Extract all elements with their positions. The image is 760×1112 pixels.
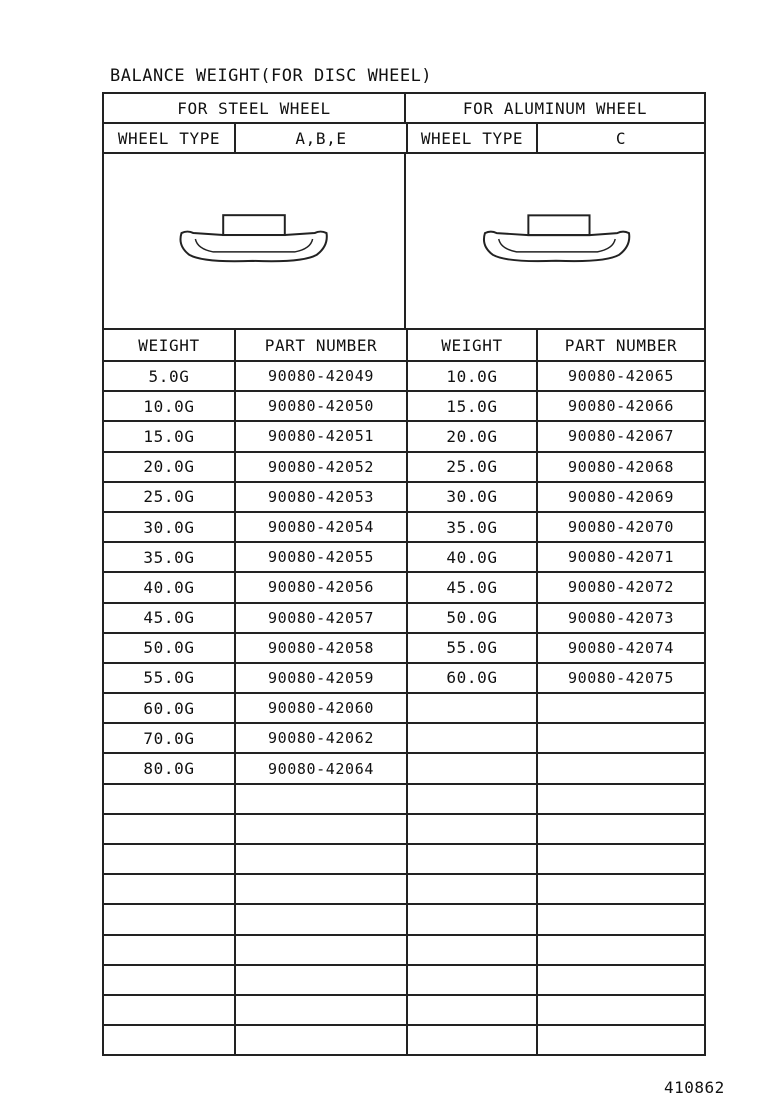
steel-weight-cell: 50.0G [143,638,195,658]
steel-part-number-cell: 90080-42064 [234,754,406,782]
steel-weight-cell: 35.0G [143,547,195,567]
aluminum-weight-cell: 30.0G [406,483,536,511]
empty-cell [406,845,536,873]
empty-table-row [104,875,704,905]
aluminum-part-number-cell [536,754,704,782]
empty-table-row [104,996,704,1026]
steel-wheel-type-label: WHEEL TYPE [117,128,221,148]
empty-cell [234,996,406,1024]
empty-table-row [104,966,704,996]
aluminum-weight-cell [406,694,536,722]
table-row [104,664,704,694]
empty-cell [406,815,536,843]
aluminum-wheel-heading: FOR ALUMINUM WHEEL [404,94,704,122]
steel-weight-cell: 25.0G [143,487,195,507]
table-row [104,724,704,754]
aluminum-weight-cell [406,754,536,782]
empty-table-row [104,845,704,875]
empty-cell [234,1026,406,1054]
steel-part-number-cell: 90080-42053 [234,483,406,511]
balance-weight-table [102,92,706,1056]
steel-part-number-cell: 90080-42052 [234,453,406,481]
document-number: 410862 [664,1078,725,1097]
table-row [104,422,704,452]
page-title: BALANCE WEIGHT(FOR DISC WHEEL) [110,66,433,86]
empty-cell [406,996,536,1024]
steel-weight-cell: 10.0G [143,396,195,416]
steel-part-number-cell: 90080-42055 [234,543,406,571]
steel-weight-cell: 55.0G [143,668,195,688]
empty-cell [104,966,234,994]
empty-cell [104,815,234,843]
empty-cell [536,905,704,933]
steel-part-number-column-header: PART NUMBER [234,330,406,360]
table-row [104,634,704,664]
empty-cell [536,815,704,843]
steel-weight-cell: 45.0G [143,608,195,628]
aluminum-wheel-type-value: C [536,124,704,152]
empty-cell [104,785,234,813]
empty-cell [104,905,234,933]
steel-weight-cell: 15.0G [143,426,195,446]
aluminum-wheel-type-label: WHEEL TYPE [406,124,536,152]
empty-cell [406,966,536,994]
aluminum-weight-cell: 40.0G [406,543,536,571]
empty-cell [406,936,536,964]
steel-weight-illustration [104,154,404,328]
aluminum-weight-cell: 60.0G [406,664,536,692]
empty-cell [234,845,406,873]
steel-part-number-cell: 90080-42050 [234,392,406,420]
empty-table-row [104,785,704,815]
steel-weight-cell: 5.0G [148,366,190,386]
steel-weight-cell: 70.0G [143,728,195,748]
empty-cell [234,936,406,964]
steel-part-number-cell: 90080-42062 [234,724,406,752]
steel-clip-weight-icon [104,154,404,328]
empty-cell [406,905,536,933]
steel-part-number-cell: 90080-42058 [234,634,406,662]
empty-cell [536,785,704,813]
empty-table-row [104,936,704,966]
aluminum-weight-cell: 35.0G [406,513,536,541]
empty-cell [234,875,406,903]
aluminum-part-number-cell: 90080-42068 [536,453,704,481]
aluminum-weight-cell: 15.0G [406,392,536,420]
steel-part-number-cell: 90080-42049 [234,362,406,390]
steel-part-number-cell: 90080-42057 [234,604,406,632]
empty-cell [536,996,704,1024]
aluminum-part-number-cell: 90080-42071 [536,543,704,571]
table-row [104,362,704,392]
empty-cell [536,1026,704,1054]
wheel-type-row [104,124,704,154]
steel-weight-cell: 20.0G [143,457,195,477]
steel-part-number-cell: 90080-42051 [234,422,406,450]
table-row [104,392,704,422]
empty-cell [406,1026,536,1054]
steel-weight-column-header: WEIGHT [138,335,200,355]
aluminum-part-number-cell [536,724,704,752]
empty-cell [104,875,234,903]
empty-cell [536,845,704,873]
empty-cell [104,996,234,1024]
aluminum-part-number-cell: 90080-42073 [536,604,704,632]
steel-part-number-cell: 90080-42056 [234,573,406,601]
aluminum-weight-cell [406,724,536,752]
steel-weight-cell: 40.0G [143,577,195,597]
steel-part-number-cell: 90080-42060 [234,694,406,722]
aluminum-part-number-cell: 90080-42066 [536,392,704,420]
aluminum-part-number-cell: 90080-42075 [536,664,704,692]
aluminum-weight-column-header: WEIGHT [406,330,536,360]
aluminum-weight-cell: 55.0G [406,634,536,662]
table-row [104,483,704,513]
empty-cell [104,936,234,964]
aluminum-part-number-cell: 90080-42069 [536,483,704,511]
weight-illustration-row [104,154,704,330]
empty-cell [234,966,406,994]
empty-cell [536,966,704,994]
aluminum-part-number-cell: 90080-42072 [536,573,704,601]
empty-cell [536,875,704,903]
table-row [104,754,704,784]
empty-cell [104,845,234,873]
table-row [104,513,704,543]
table-row [104,453,704,483]
empty-cell [536,936,704,964]
steel-weight-cell: 30.0G [143,517,195,537]
steel-weight-cell: 60.0G [143,698,195,718]
steel-weight-cell: 80.0G [143,759,195,779]
aluminum-weight-cell: 10.0G [406,362,536,390]
aluminum-part-number-cell: 90080-42065 [536,362,704,390]
steel-wheel-type-value: A,B,E [234,124,406,152]
table-row [104,604,704,634]
steel-wheel-heading: FOR STEEL WHEEL [177,98,331,118]
empty-cell [234,815,406,843]
empty-cell [406,875,536,903]
steel-part-number-cell: 90080-42054 [234,513,406,541]
aluminum-clip-weight-icon [406,154,704,328]
steel-part-number-cell: 90080-42059 [234,664,406,692]
aluminum-part-number-cell: 90080-42070 [536,513,704,541]
empty-cell [234,785,406,813]
aluminum-weight-cell: 50.0G [406,604,536,632]
wheel-category-header-row [104,94,704,124]
aluminum-weight-illustration [404,154,704,328]
aluminum-weight-cell: 25.0G [406,453,536,481]
aluminum-part-number-cell: 90080-42067 [536,422,704,450]
empty-cell [104,1026,234,1054]
table-row [104,543,704,573]
aluminum-part-number-cell [536,694,704,722]
column-header-row [104,330,704,362]
empty-table-row [104,1026,704,1056]
aluminum-part-number-cell: 90080-42074 [536,634,704,662]
aluminum-part-number-column-header: PART NUMBER [536,330,704,360]
table-row [104,573,704,603]
aluminum-weight-cell: 45.0G [406,573,536,601]
empty-table-row [104,905,704,935]
empty-cell [406,785,536,813]
empty-cell [234,905,406,933]
aluminum-weight-cell: 20.0G [406,422,536,450]
empty-table-row [104,815,704,845]
table-row [104,694,704,724]
